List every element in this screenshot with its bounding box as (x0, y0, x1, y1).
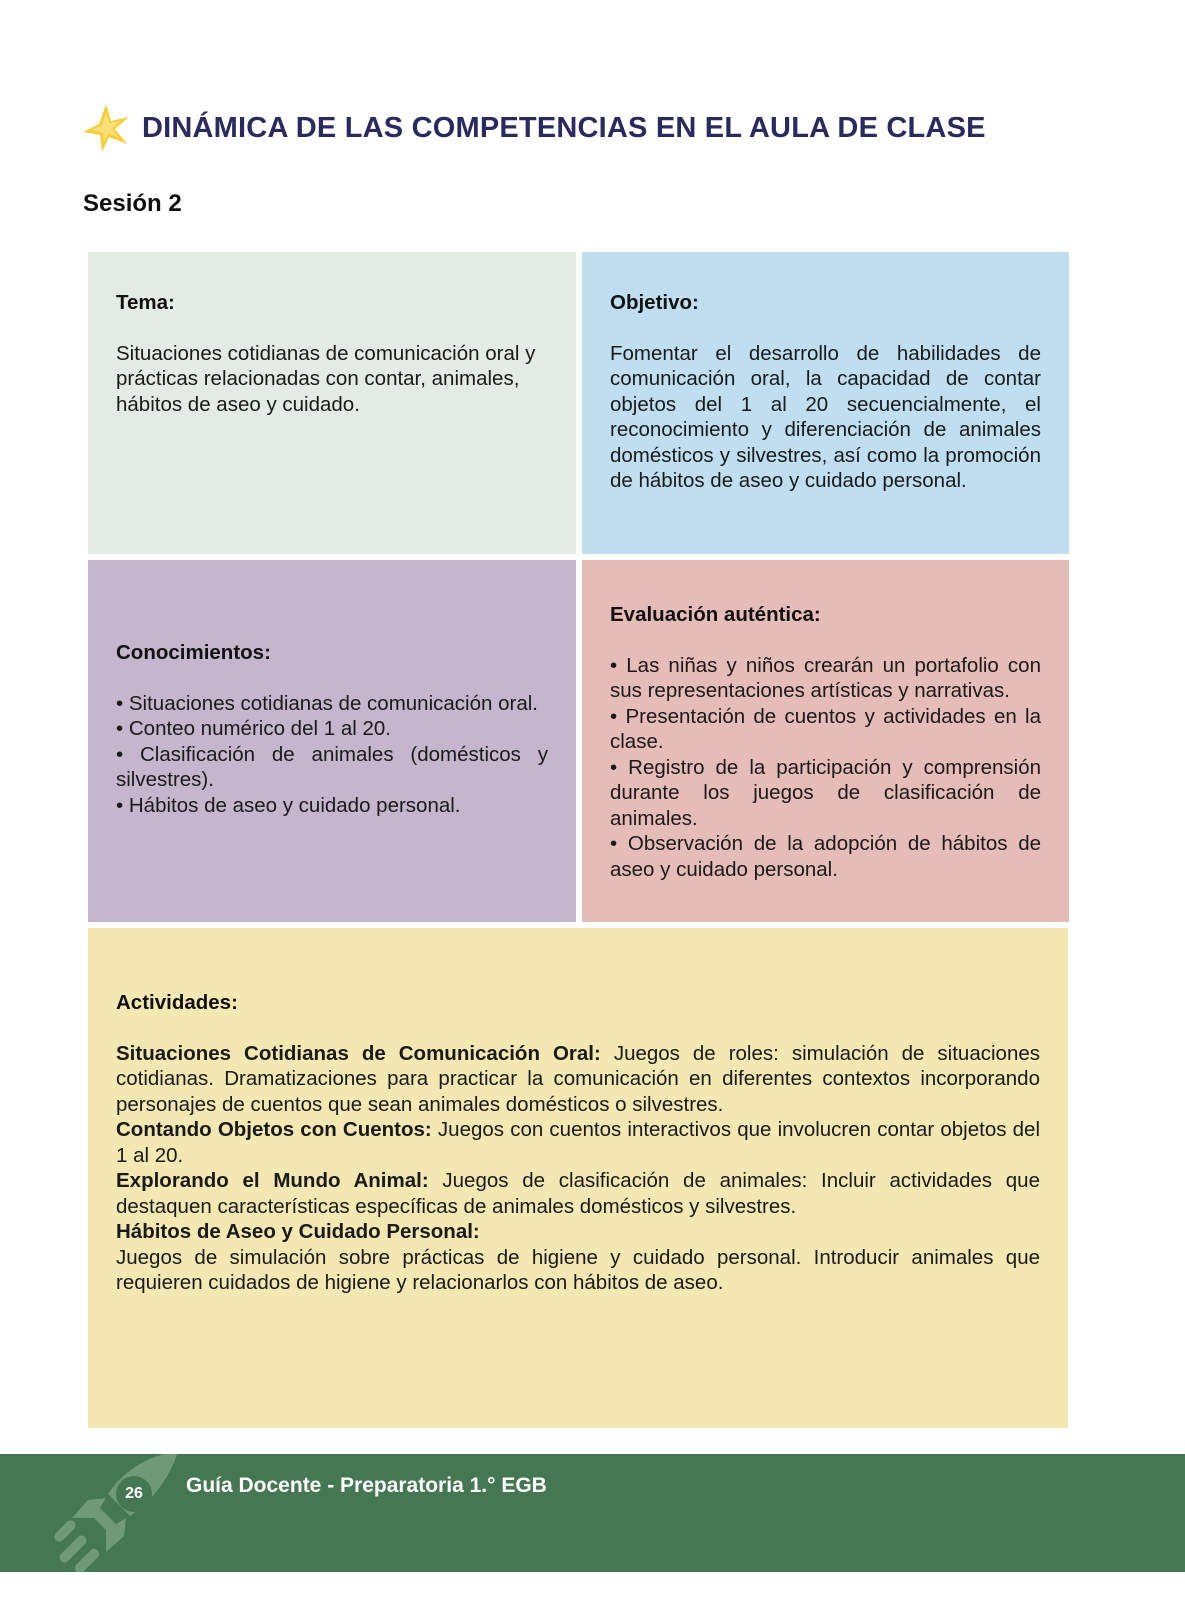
activity-text: Juegos de simulación sobre prácticas de higiene y cuidado personal. Introducir animales que requieren cuidados de higiene y relacionarlos con hábitos de aseo. (116, 1245, 1040, 1294)
list-item: • Hábitos de aseo y cuidado personal. (116, 793, 461, 817)
activity-text: Juegos de roles: simulación de situaciones cotidianas. Dramatizaciones para practicar la comunicación en diferentes contextos incorporando personajes de cuentos que sean animales domésticos o silvestres. (116, 1041, 1040, 1116)
evaluacion-label: Evaluación auténtica: (610, 603, 821, 626)
activity-text: Juegos de clasificación de animales: Incluir actividades que destaquen características específicas de animales domésticos y silvestres. (116, 1169, 1040, 1218)
page-number: 26 (116, 1476, 152, 1512)
conocimientos-list (116, 691, 548, 819)
objetivo-text: Fomentar el desarrollo de habilidades de comunicación oral, la capacidad de contar objetos del 1 al 20 secuencialmente, el reconocimiento y diferenciación de animales domésticos y silvestres, así como la promoción de hábitos de aseo y cuidado personal. (610, 341, 1041, 492)
list-item: • Situaciones cotidianas de comunicación oral. (116, 691, 538, 715)
list-item: • Registro de la participación y comprensión durante los juegos de clasificación de animales. (610, 755, 1041, 830)
footer-title: Guía Docente - Preparatoria 1.° EGB (186, 1474, 547, 1497)
list-item: • Las niñas y niños crearán un portafolio con sus representaciones artísticas y narrativas. (610, 653, 1041, 702)
session-title: Sesión 2 (83, 190, 182, 217)
list-item: • Clasificación de animales (domésticos y silvestres). (116, 742, 548, 791)
tema-text: Situaciones cotidianas de comunicación oral y prácticas relacionadas con contar, animales, hábitos de aseo y cuidado. (116, 341, 536, 416)
activity-title: Situaciones Cotidianas de Comunicación Oral: (116, 1041, 601, 1065)
activity-item (116, 1041, 1040, 1118)
evaluacion-list (610, 653, 1041, 883)
actividades-card (88, 928, 1068, 1428)
activity-title: Explorando el Mundo Animal: (116, 1169, 429, 1192)
page-title: DINÁMICA DE LAS COMPETENCIAS EN EL AULA DE CLASE (142, 111, 986, 144)
objetivo-label: Objetivo: (610, 291, 699, 314)
tema-card (88, 252, 576, 554)
actividades-label: Actividades: (116, 991, 238, 1014)
conocimientos-card (88, 560, 576, 922)
objetivo-card (582, 252, 1069, 554)
activity-text: Juegos con cuentos interactivos que involucren contar objetos del 1 al 20. (116, 1118, 1040, 1167)
activity-item (116, 1117, 1040, 1168)
activity-title: Hábitos de Aseo y Cuidado Personal: (116, 1220, 480, 1243)
activity-item (116, 1168, 1040, 1219)
page-footer (0, 1454, 1185, 1572)
activity-item (116, 1219, 1040, 1296)
star-icon (80, 102, 132, 154)
page-header (80, 100, 986, 156)
list-item: • Observación de la adopción de hábitos de aseo y cuidado personal. (610, 832, 1041, 881)
conocimientos-label: Conocimientos: (116, 641, 271, 664)
evaluacion-card (582, 560, 1069, 922)
rocket-icon (50, 1454, 190, 1572)
list-item: • Presentación de cuentos y actividades en la clase. (610, 704, 1041, 753)
list-item: • Conteo numérico del 1 al 20. (116, 717, 391, 740)
tema-label: Tema: (116, 291, 175, 314)
activity-title: Contando Objetos con Cuentos: (116, 1118, 432, 1141)
